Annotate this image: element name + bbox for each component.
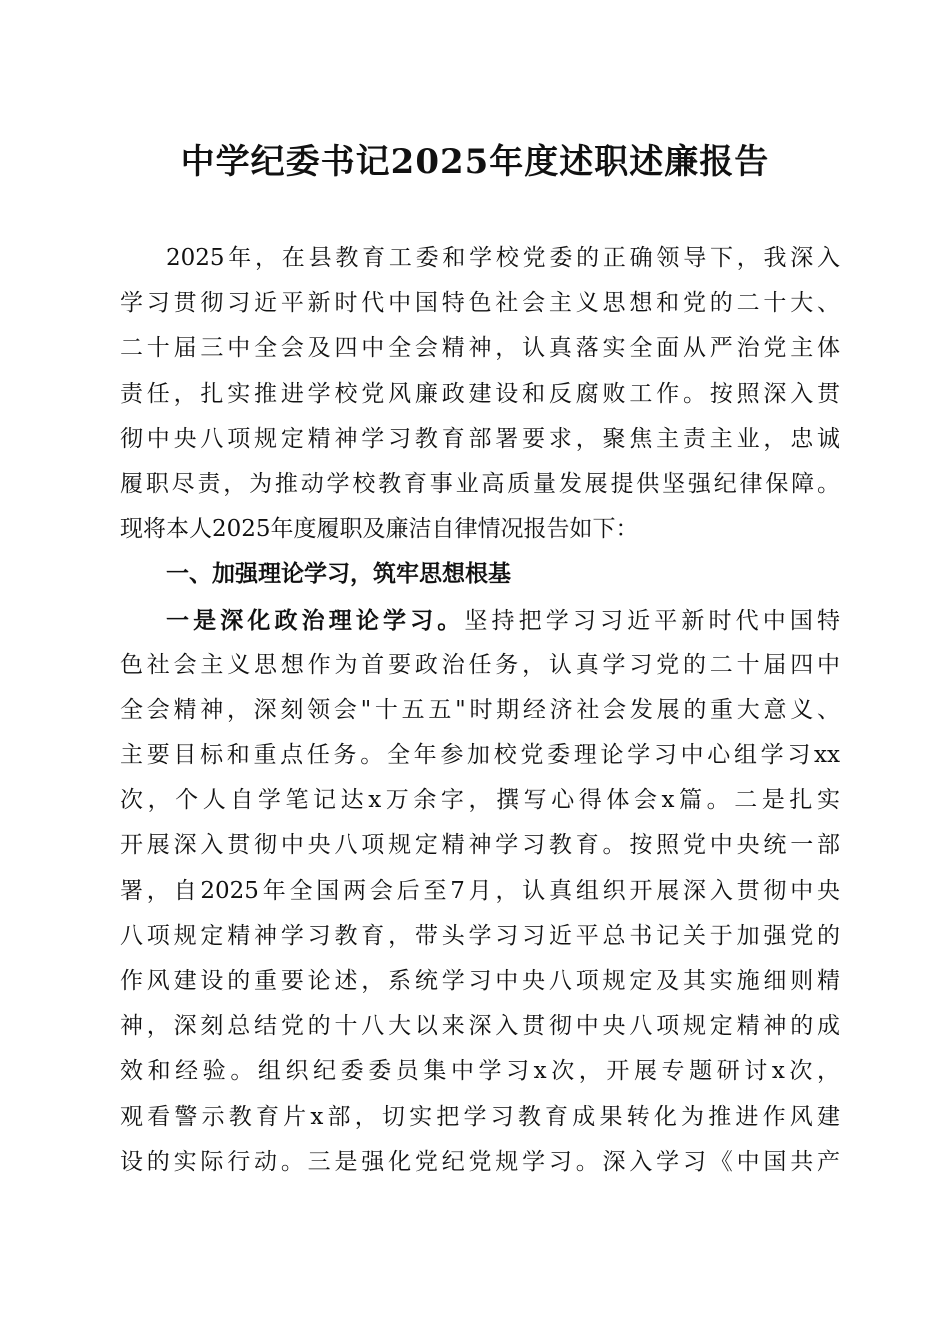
- text-line: 开展深入贯彻中央八项规定精神学习教育。按照党中央统一部: [120, 832, 840, 859]
- page-title: 中学纪委书记2025年度述职述廉报告: [180, 142, 770, 182]
- text-line: 设的实际行动。三是强化党纪党规学习。深入学习《中国共产: [120, 1148, 840, 1175]
- text-line: 观看警示教育片x部，切实把学习教育成果转化为推进作风建: [120, 1103, 840, 1130]
- text-line: 2025年，在县教育工委和学校党委的正确领导下，我深入: [166, 245, 840, 271]
- text-line: 效和经验。组织纪委委员集中学习x次，开展专题研讨x次，: [120, 1058, 840, 1085]
- text-line: 学习贯彻习近平新时代中国特色社会主义思想和党的二十大、: [120, 290, 840, 317]
- text-line: 作风建设的重要论述，系统学习中央八项规定及其实施细则精: [120, 968, 840, 994]
- text-line: 色社会主义思想作为首要政治任务，认真学习党的二十届四中: [120, 651, 840, 678]
- paragraph-theory-study: [120, 598, 840, 1185]
- text-line: 全会精神，深刻领会"十五五"时期经济社会发展的重大意义、: [120, 696, 840, 723]
- text-line: 二十届三中全会及四中全会精神，认真落实全面从严治党主体: [120, 335, 840, 362]
- text-line: [120, 598, 840, 643]
- text-line: 主要目标和重点任务。全年参加校党委理论学习中心组学习xx: [120, 742, 840, 769]
- lead-phrase: 一是深化政治理论学习。: [166, 606, 465, 634]
- document-body: [120, 236, 840, 1185]
- text-line: 次，个人自学笔记达x万余字，撰写心得体会x篇。二是扎实: [120, 787, 840, 814]
- paragraph-intro: [120, 236, 840, 552]
- text-line: 现将本人2025年度履职及廉洁自律情况报告如下：: [120, 516, 639, 543]
- text-line: 责任，扎实推进学校党风廉政建设和反腐败工作。按照深入贯: [120, 380, 840, 407]
- section-heading: 一、加强理论学习，筑牢思想根基: [166, 561, 511, 588]
- text-span: 坚持把学习习近平新时代中国特: [464, 607, 840, 634]
- text-line: 八项规定精神学习教育，带头学习习近平总书记关于加强党的: [120, 922, 840, 949]
- text-line: 署，自2025年全国两会后至7月，认真组织开展深入贯彻中央: [120, 877, 840, 904]
- text-line: 履职尽责，为推动学校教育事业高质量发展提供坚强纪律保障。: [120, 470, 840, 497]
- text-line: 神，深刻总结党的十八大以来深入贯彻中央八项规定精神的成: [120, 1013, 840, 1040]
- text-line: 彻中央八项规定精神学习教育部署要求，聚焦主责主业，忠诚: [120, 425, 840, 452]
